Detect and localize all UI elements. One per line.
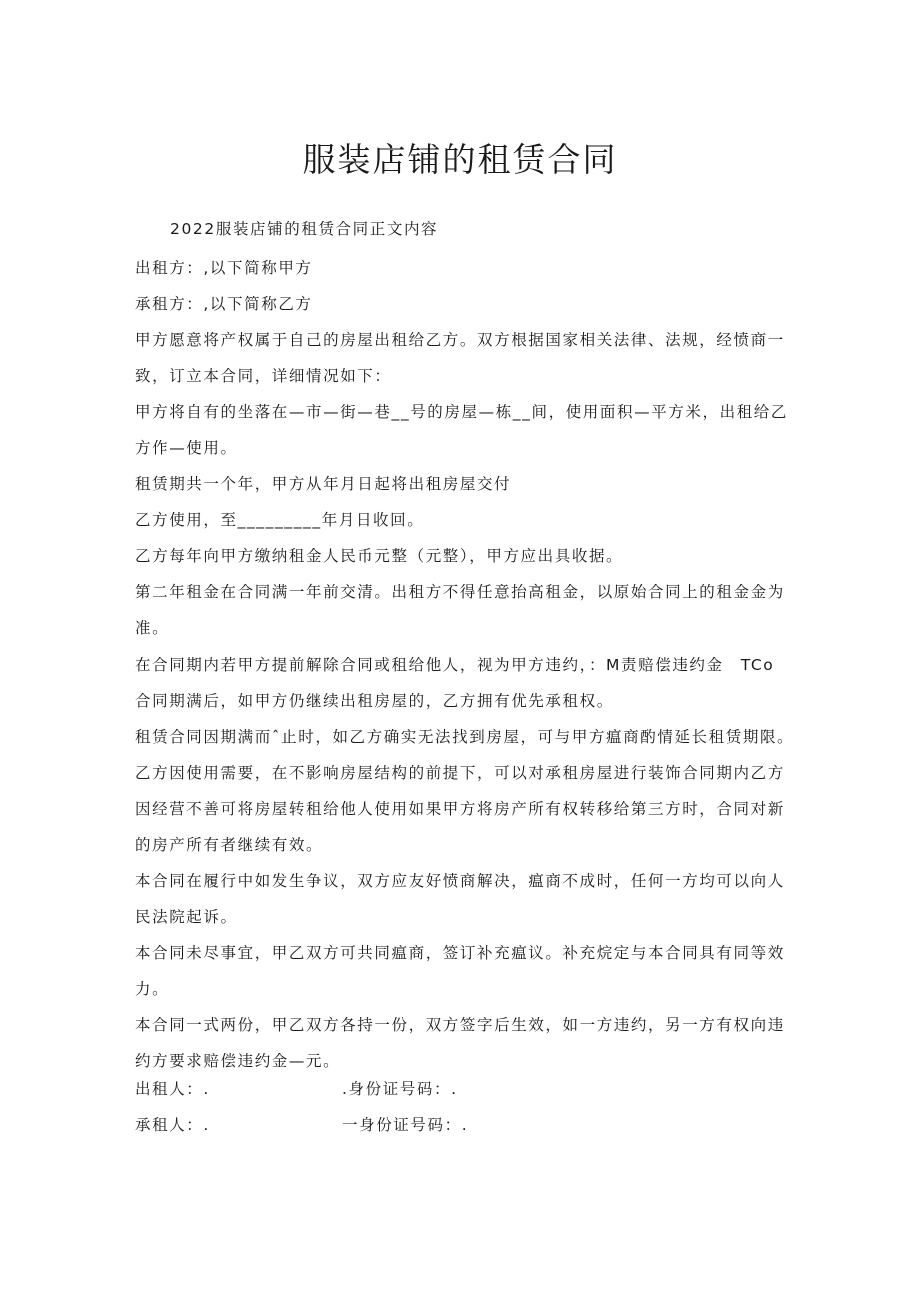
paragraph-line: 甲方将自有的坐落在—市—街—巷__号的房屋—栋__间，使用面积—平方米，出租给乙 — [135, 403, 789, 421]
paragraph-line: 准。 — [135, 619, 170, 637]
paragraph-line: 租赁合同因期满而ˆ止时，如乙方确实无法找到房屋，可与甲方瘟商酌情延长租赁期限。 — [135, 728, 795, 746]
paragraph-line: 乙方使用，至_________年月日收回。 — [135, 511, 425, 529]
line-lessee: 承租方：,以下简称乙方 — [135, 295, 313, 313]
paragraph-line: 合同期满后，如甲方仍继续出租房屋的，乙方拥有优先承租权。 — [135, 692, 614, 710]
paragraph-line: 本合同未尽事宜，甲乙双方可共同瘟商，签订补充瘟议。补充烷定与本合同具有同等效 — [135, 944, 785, 962]
signature-lessee: 承租人：. — [135, 1116, 210, 1134]
paragraph-line: 致，订立本合同，详细情况如下： — [135, 367, 392, 385]
paragraph-line: 力。 — [135, 980, 170, 998]
paragraph-line: 租赁期共一个年，甲方从年月日起将出租房屋交付 — [135, 475, 512, 493]
paragraph-line: 因经营不善可将房屋转租给他人使用如果甲方将房产所有权转移给第三方时，合同对新 — [135, 800, 785, 818]
paragraph-line: 乙方因使用需要，在不影响房屋结构的前提下，可以对承租房屋进行装饰合同期内乙方 — [135, 764, 785, 782]
subtitle: 2022服装店铺的租赁合同正文内容 — [170, 220, 439, 238]
paragraph-line: 甲方愿意将产权属于自己的房屋出租给乙方。双方根据国家相关法律、法规，经愤商一 — [135, 331, 785, 349]
signature-lessor: 出租人：. — [135, 1080, 210, 1098]
paragraph-line: 民法院起诉。 — [135, 908, 238, 926]
paragraph-line: 乙方每年向甲方缴纳租金人民币元整（元整），甲方应出具收据。 — [135, 547, 624, 565]
paragraph-line: 本合同一式两份，甲乙双方各持一份，双方签字后生效，如一方违约，另一方有权向违 — [135, 1016, 785, 1034]
signature-lessor-id: .身份证号码：. — [342, 1080, 458, 1098]
paragraph-line: 第二年租金在合同满一年前交清。出租方不得任意抬高租金，以原始合同上的租金金为 — [135, 583, 785, 601]
document-title: 服装店铺的租赁合同 — [302, 140, 618, 179]
paragraph-line: 在合同期内若甲方提前解除合同或租给他人，视为甲方违约，：M责赔偿违约金 TCo — [135, 656, 775, 674]
paragraph-line: 的房产所有者继续有效。 — [135, 836, 324, 854]
paragraph-line: 约方要求赔偿违约金—元。 — [135, 1052, 341, 1070]
signature-lessee-id: 一身份证号码：. — [342, 1116, 469, 1134]
line-lessor: 出租方：,以下简称甲方 — [135, 259, 313, 277]
paragraph-line: 本合同在履行中如发生争议，双方应友好愤商解决，瘟商不成时，任何一方均可以向人 — [135, 872, 785, 890]
paragraph-line: 方作—使用。 — [135, 439, 238, 457]
